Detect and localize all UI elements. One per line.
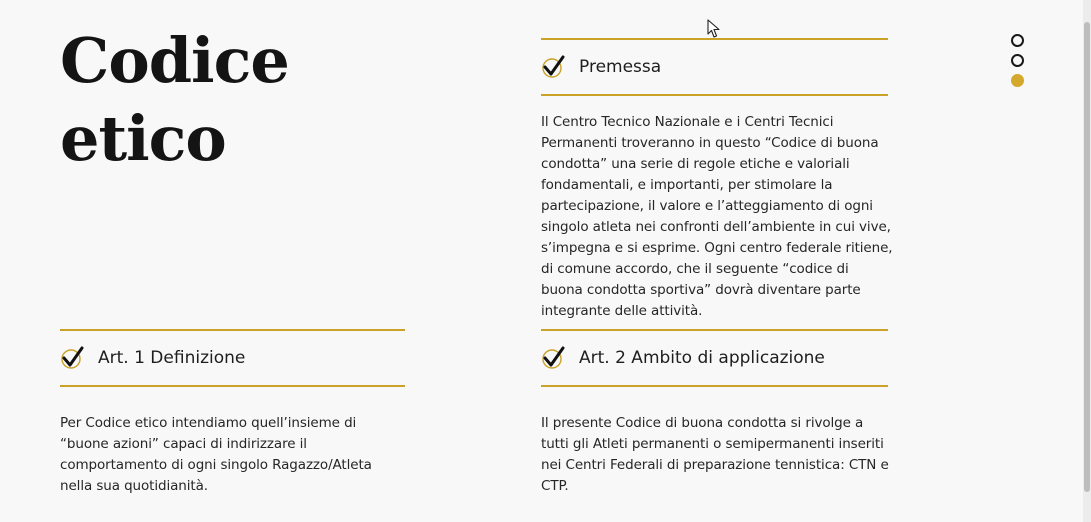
section-art2-body: Il presente Codice di buona condotta si rivolge a tutti gli Atleti permanenti o semipermanenti inseriti nei Centri Federali di preparazione tennistica: CTN e CTP. xyxy=(541,415,889,494)
section-premessa xyxy=(541,38,893,322)
pagination-dot-1[interactable] xyxy=(1011,34,1024,47)
scrollbar-thumb[interactable] xyxy=(1084,22,1090,492)
page-title-line-1: Codice xyxy=(60,24,289,97)
section-art1 xyxy=(60,329,405,497)
scrollbar-track[interactable] xyxy=(1083,0,1091,522)
section-premessa-title: Premessa xyxy=(579,57,662,77)
section-art1-header xyxy=(60,329,405,387)
page-title xyxy=(60,22,289,178)
section-premessa-body: Il Centro Tecnico Nazionale e i Centri Tecnici Permanenti troveranno in questo “Codice di buona condotta” una serie di regole etiche e valoriali fondamentali, e importanti, per stimolare la partecipazione, il valore e l’atteggiamento di ogni singolo atleta nei confronti dell’ambiente in cui vive, s’impegna e si esprime. Ogni centro federale ritiene, di comune accordo, che il seguente “codice di buona condotta sportiva” dovrà diventare parte integrante delle attività. xyxy=(541,114,893,319)
section-art2-title: Art. 2 Ambito di applicazione xyxy=(579,348,825,368)
pagination-dots xyxy=(1011,34,1025,94)
section-art2 xyxy=(541,329,888,497)
section-art2-header xyxy=(541,329,888,387)
check-icon xyxy=(60,345,86,371)
check-icon xyxy=(541,54,567,80)
section-art1-body: Per Codice etico intendiamo quell’insieme di “buone azioni” capaci di indirizzare il comportamento di ogni singolo Ragazzo/Atleta nella sua quotidianità. xyxy=(60,415,372,494)
pagination-dot-2[interactable] xyxy=(1011,54,1024,67)
pagination-dot-3-active[interactable] xyxy=(1011,74,1024,87)
page-title-line-2: etico xyxy=(60,102,226,175)
section-premessa-header xyxy=(541,38,888,96)
section-art1-title: Art. 1 Definizione xyxy=(98,348,246,368)
mouse-pointer-icon xyxy=(707,19,721,39)
check-icon xyxy=(541,345,567,371)
